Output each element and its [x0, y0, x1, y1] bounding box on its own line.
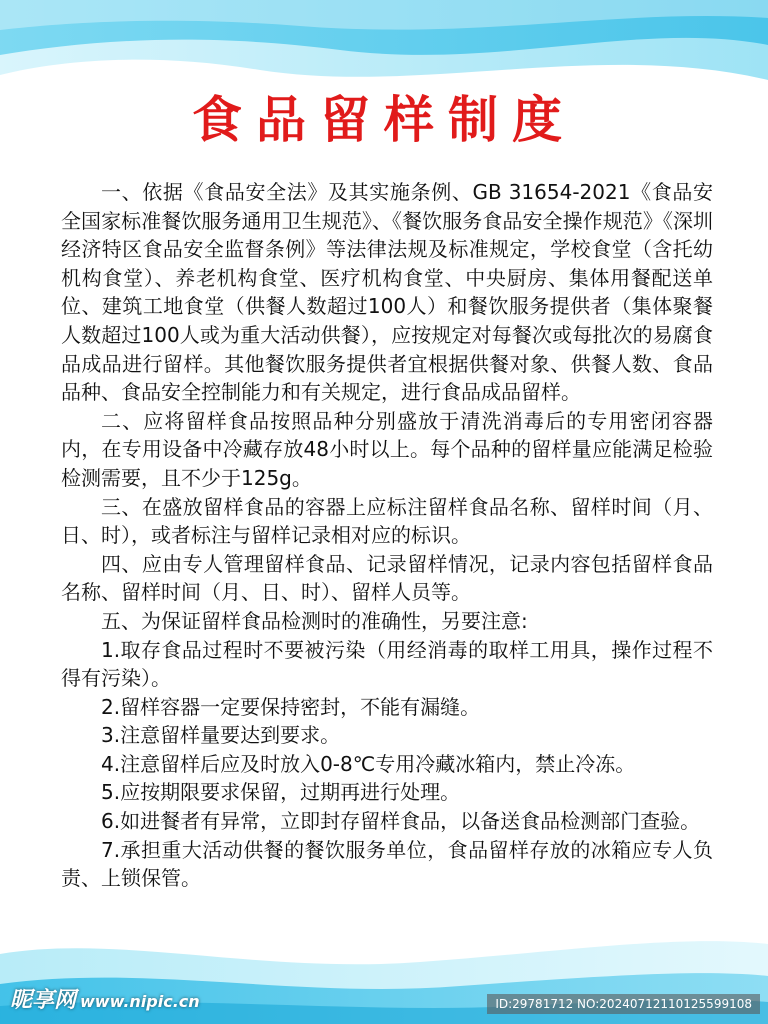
watermark-id: ID:29781712 NO:20240712110125599108 [487, 994, 760, 1014]
paragraph-3: 三、在盛放留样食品的容器上应标注留样食品名称、留样时间（月、日、时），或者标注与留样记录相对应的标识。 [61, 494, 713, 548]
watermark-url: www.nipic.cn [80, 992, 200, 1011]
paragraph-4: 四、应由专人管理留样食品、记录留样情况，记录内容包括留样食品名称、留样时间（月、日、时）、留样人员等。 [61, 551, 713, 605]
paragraph-5: 五、为保证留样食品检测时的准确性，另要注意: [101, 608, 528, 633]
list-item-2: 2.留样容器一定要保持密封，不能有漏缝。 [101, 694, 481, 719]
watermark-logo [10, 983, 200, 1014]
paragraph-1: 一、依据《食品安全法》及其实施条例、GB 31654-2021《食品安全国家标准餐饮服务通用卫生规范》、《餐饮服务食品安全操作规范》《深圳经济特区食品安全监督条例》等法律法规及标准规定，学校食堂（含托幼机构食堂）、养老机构食堂、医疗机构食堂、中央厨房、集体用餐配送单位、建筑工地食堂（供餐人数超过100人）和餐饮服务提供者（集体聚餐人数超过100人或为重大活动供餐），应按规定对每餐次或每批次的易腐食品成品进行留样。其他餐饮服务提供者宜根据供餐对象、供餐人数、食品品种、食品安全控制能力和有关规定，进行食品成品留样。 [61, 180, 713, 405]
list-item-1: 1.取存食品过程时不要被污染（用经消毒的取样工用具，操作过程不得有污染）。 [61, 637, 713, 691]
regulation-text [61, 178, 713, 893]
list-item-6: 6.如进餐者有异常，立即封存留样食品，以备送食品检测部门查验。 [101, 809, 701, 834]
list-item-7: 7.承担重大活动供餐的餐饮服务单位，食品留样存放的冰箱应专人负责、上锁保管。 [61, 837, 713, 891]
list-item-4: 4.注意留样后应及时放入0-8℃专用冷藏冰箱内，禁止冷冻。 [101, 751, 636, 776]
page-title: 食品留样制度 [192, 91, 576, 149]
list-item-5: 5.应按期限要求保留，过期再进行处理。 [101, 780, 461, 805]
watermark-logo-text: 昵享网 [10, 988, 77, 1013]
list-item-3: 3.注意留样量要达到要求。 [101, 723, 341, 748]
paragraph-2: 二、应将留样食品按照品种分别盛放于清洗消毒后的专用密闭容器内，在专用设备中冷藏存放48小时以上。每个品种的留样量应能满足检验检测需要，且不少于125g。 [61, 408, 713, 490]
